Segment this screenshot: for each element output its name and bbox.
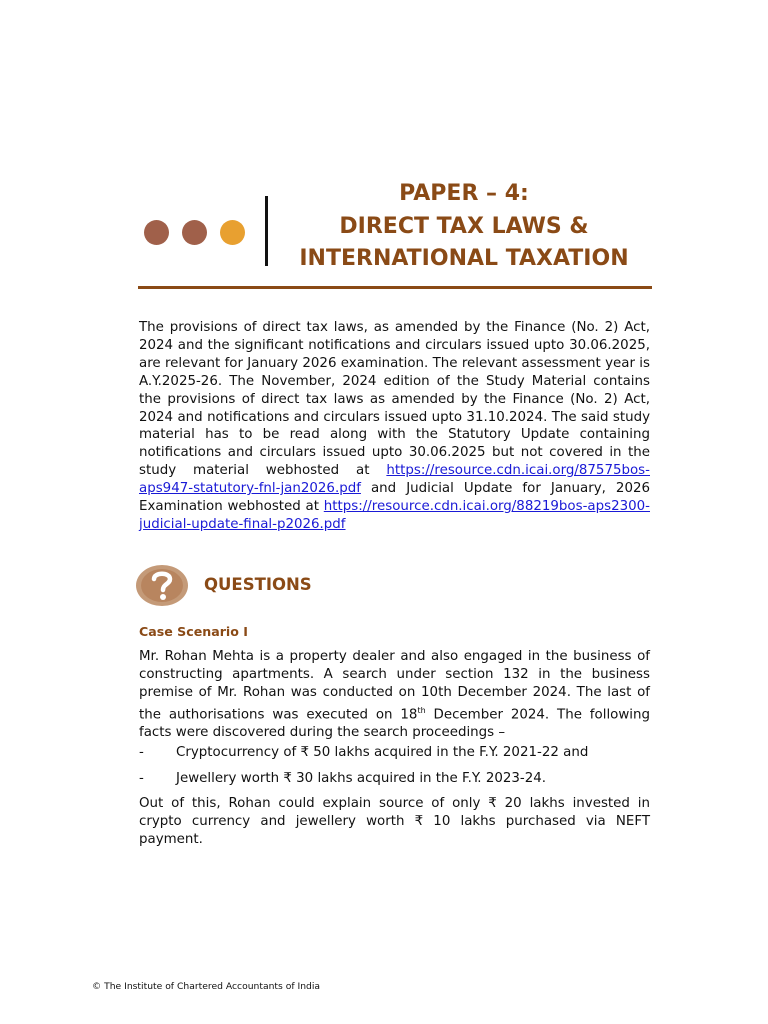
dot-1 [144,220,169,245]
decorative-dots [144,220,245,245]
case-para-1b: December 2024. The following facts were discovered during the search proceedings – [139,707,651,741]
case-para-sup: th [417,705,426,715]
statutory-update-link[interactable]: https://resource.cdn.icai.org/87575bos-aps947-statutory-fnl-jan2026.pdf [139,463,650,497]
title-line-1: PAPER – 4: [399,181,529,206]
list-text: Cryptocurrency of ₹ 50 lakhs acquired in the F.Y. 2021-22 and [176,745,589,760]
list-dash: - [139,771,144,786]
title-line-2: DIRECT TAX LAWS & [339,213,589,239]
title-line-3: INTERNATIONAL TAXATION [299,246,629,271]
intro-text-1: The provisions of direct tax laws, as amended by the Finance (No. 2) Act, 2024 and the significant notifications and circulars issued upto 30.06.2025, are relevant for January 2026 examination. The relevant assessment year is A.Y.2025-26. The November, 2024 edition of the Study Material contains the provisions of direct tax laws as amended by the Finance (No. 2) Act, 2024 and notifications and circulars issued upto 31.10.2024. The said study material has to be read along with the Statutory Update containing notifications and circulars issued upto 30.06.2025 but not covered in the study material webhosted at [139,320,650,479]
paper-header [138,178,652,288]
case-scenario-title: Case Scenario I [139,624,248,639]
case-para-1a: Mr. Rohan Mehta is a property dealer and also engaged in the business of constructing apartments. A search under section 132 in the business premise of Mr. Rohan was conducted on 10th December 2024. The last of the authorisations was executed on 18 [139,649,650,723]
case-paragraph-2: Out of this, Rohan could explain source of only ₹ 20 lakhs invested in crypto currency and jewellery worth ₹ 10 lakhs purchased via NEFT payment. [139,796,650,847]
dot-3 [220,220,245,245]
dot-2 [182,220,207,245]
vertical-divider [265,196,268,266]
questions-heading: QUESTIONS [204,575,312,594]
footer-copyright: © The Institute of Chartered Accountants of India [92,981,321,992]
question-mark-icon [135,564,189,607]
list-text: Jewellery worth ₹ 30 lakhs acquired in the F.Y. 2023-24. [176,771,547,786]
intro-text-2: and Judicial Update for January, 2026 Examination webhosted at [139,481,650,515]
case-paragraph-1 [139,648,650,742]
judicial-update-link[interactable]: https://resource.cdn.icai.org/88219bos-aps2300-judicial-update-final-p2026.pdf [139,499,650,532]
paper-title [276,178,652,276]
intro-paragraph [139,319,650,534]
list-dash: - [139,745,144,760]
header-rule [138,286,652,289]
